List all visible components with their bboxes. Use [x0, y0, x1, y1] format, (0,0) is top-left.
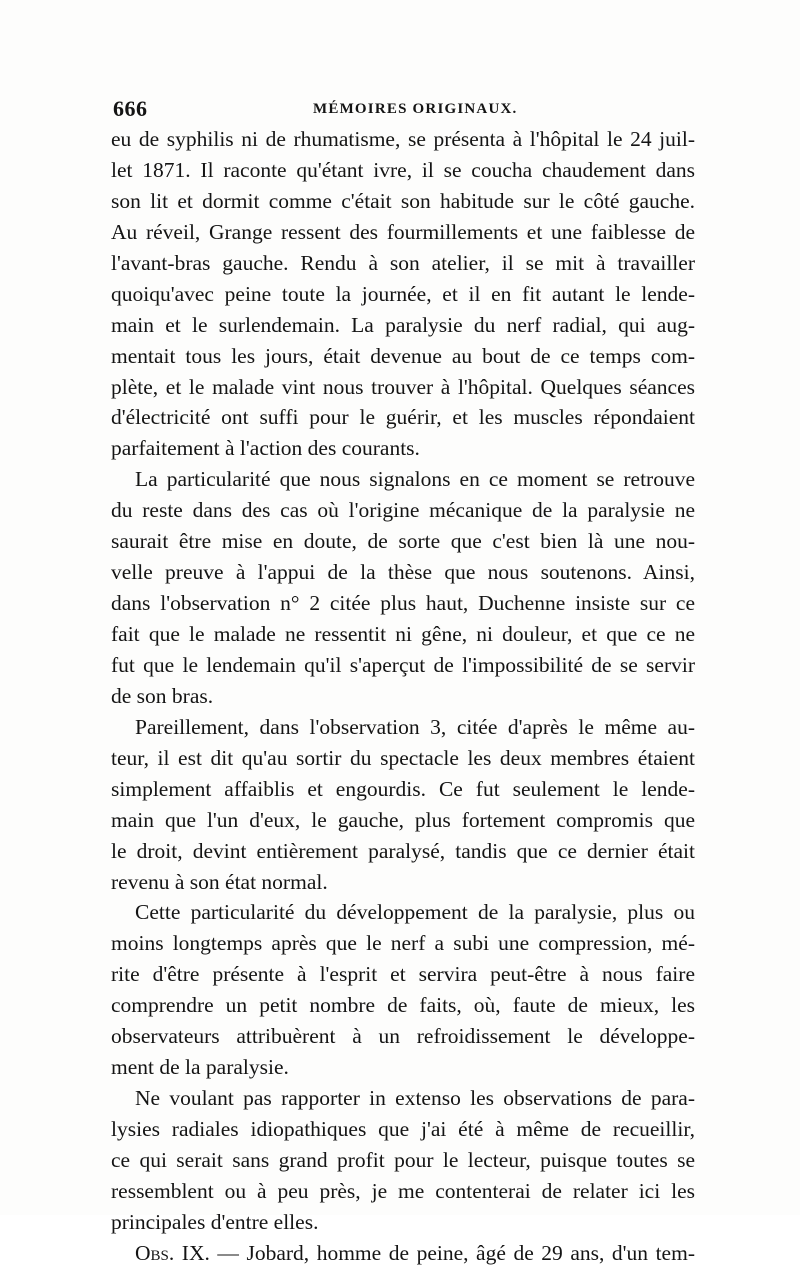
text-line: main et le surlendemain. La paralysie du nerf radial, qui aug-	[111, 312, 695, 337]
text-line: son lit et dormit comme c'était son habitude sur le côté gauche.	[111, 188, 695, 213]
text-line: saurait être mise en doute, de sorte que c'est bien là une nou-	[111, 529, 695, 554]
text-line: de son bras.	[111, 683, 214, 708]
text-line: velle preuve à l'appui de la thèse que nous soutenons. Ainsi,	[111, 560, 695, 585]
page-header	[113, 96, 693, 124]
text-line: plète, et le malade vint nous trouver à l'hôpital. Quelques séances	[111, 374, 695, 399]
page-number: 666	[113, 96, 148, 121]
text-line: ment de la paralysie.	[111, 1055, 289, 1080]
text-line: main que l'un d'eux, le gauche, plus fortement compromis que	[111, 807, 695, 832]
text-line: dans l'observation n° 2 citée plus haut, Duchenne insiste sur ce	[111, 591, 695, 616]
text-line: Pareillement, dans l'observation 3, citée d'après le même au-	[135, 714, 695, 739]
body-text	[111, 124, 695, 1269]
text-line: mentait tous les jours, était devenue au bout de ce temps com-	[111, 343, 695, 368]
text-line: Cette particularité du développement de la paralysie, plus ou	[135, 900, 695, 925]
text-line: let 1871. Il raconte qu'étant ivre, il se coucha chaudement dans	[111, 157, 695, 182]
text-line: fait que le malade ne ressentit ni gêne, ni douleur, et que ce ne	[111, 622, 695, 646]
running-title: MÉMOIRES ORIGINAUX.	[313, 101, 518, 117]
text-line: rite d'être présente à l'esprit et servira peut-être à nous faire	[111, 962, 695, 987]
text-line: La particularité que nous signalons en ce moment se retrouve	[135, 467, 695, 492]
text-line: Au réveil, Grange ressent des fourmillements et une faiblesse de	[111, 219, 695, 244]
text-line: quoiqu'avec peine toute la journée, et il en fit autant le lende-	[111, 281, 695, 306]
text-line: simplement affaiblis et engourdis. Ce fut seulement le lende-	[111, 776, 695, 801]
text-line: parfaitement à l'action des courants.	[111, 436, 420, 461]
text-line: ce qui serait sans grand profit pour le lecteur, puisque toutes se	[111, 1147, 695, 1172]
text-line: comprendre un petit nombre de faits, où, faute de mieux, les	[111, 993, 695, 1018]
text-line: d'électricité ont suffi pour le guérir, et les muscles répondaient	[111, 405, 695, 430]
text-line: l'avant-bras gauche. Rendu à son atelier, il se mit à travailler	[111, 250, 695, 275]
text-line: du reste dans des cas où l'origine mécanique de la paralysie ne	[111, 498, 695, 523]
observation-label: Obs. IX.	[135, 1240, 210, 1265]
text-line: teur, il est dit qu'au sortir du spectacle les deux membres étaient	[111, 745, 695, 770]
text-line: observateurs attribuèrent à un refroidissement le développe-	[111, 1024, 695, 1049]
text-line: eu de syphilis ni de rhumatisme, se présenta à l'hôpital le 24 juil-	[111, 127, 695, 151]
text-line: lysies radiales idiopathiques que j'ai été à même de recueillir,	[111, 1117, 695, 1141]
text-line: ressemblent ou à peu près, je me contenterai de relater ici les	[111, 1178, 695, 1203]
text-line: Ne voulant pas rapporter in extenso les observations de para-	[135, 1086, 695, 1111]
text-line: revenu à son état normal.	[111, 869, 328, 894]
text-line: le droit, devint entièrement paralysé, tandis que ce dernier était	[111, 838, 695, 863]
text-line: principales d'entre elles.	[111, 1209, 319, 1234]
observation-heading-line	[111, 1238, 695, 1269]
text-line: moins longtemps après que le nerf a subi une compression, mé-	[111, 931, 695, 956]
observation-text: — Jobard, homme de peine, âgé de 29 ans, d'un tem-	[209, 1240, 695, 1265]
text-line: fut que le lendemain qu'il s'aperçut de l'impossibilité de se servir	[111, 652, 695, 677]
